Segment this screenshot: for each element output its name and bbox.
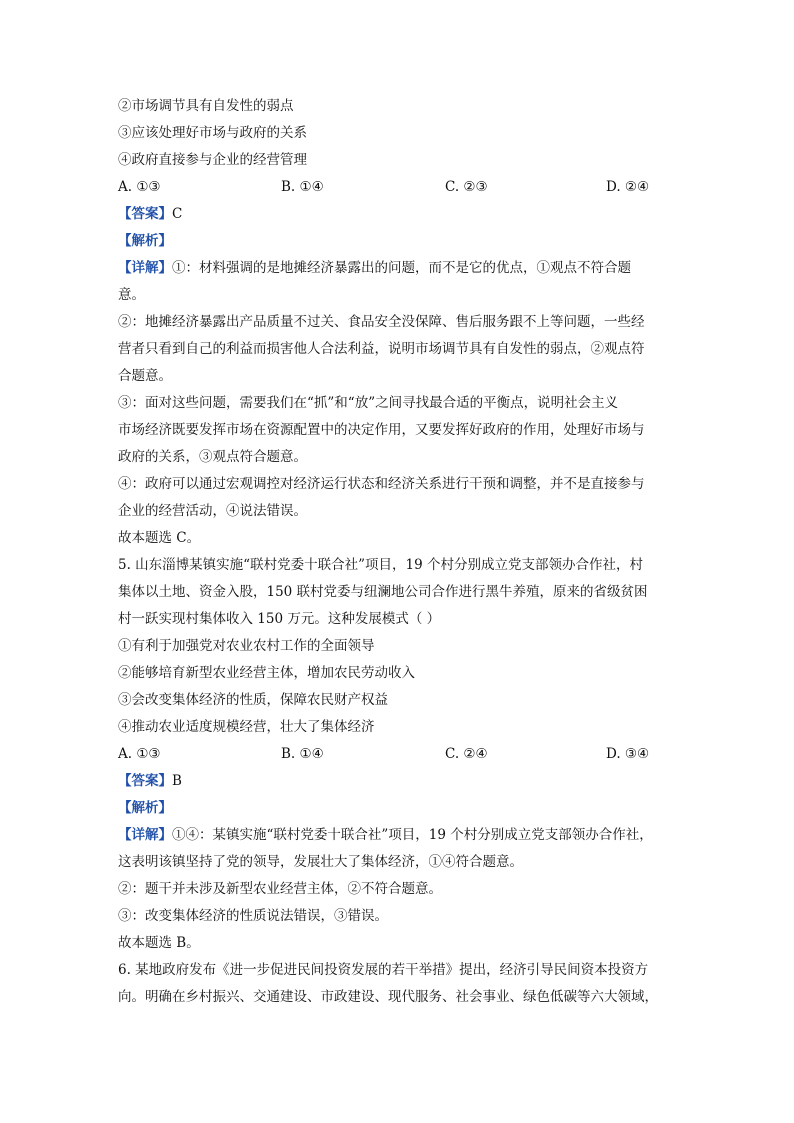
q4-analysis-heading xyxy=(118,228,688,255)
q4-item: ④政府直接参与企业的经营管理 xyxy=(118,152,307,168)
answer-tag: 【答案】 xyxy=(118,206,172,222)
q5-detail-line: 这表明该镇坚持了党的领导，发展壮大了集体经济，①④符合题意。 xyxy=(118,854,523,870)
q5-stem-line: 集体以土地、资金入股，150 联村党委与纽澜地公司合作进行黑牛养殖，原来的省级贫困 xyxy=(118,584,648,600)
answer-value: B xyxy=(172,773,182,789)
q5-options xyxy=(118,741,688,768)
q5-option-a: A. ①③ xyxy=(118,746,161,762)
q5-detail-line: ②：题干并未涉及新型农业经营主体，②不符合题意。 xyxy=(118,881,442,897)
detail-tag: 【详解】 xyxy=(118,260,172,276)
q5-option-b: B. ①④ xyxy=(281,746,324,762)
q5-answer xyxy=(118,768,688,795)
q5-item: ③会改变集体经济的性质，保障农民财产权益 xyxy=(118,692,388,708)
q5-detail-line xyxy=(118,822,688,849)
q6-stem-line: 6. 某地政府发布《进一步促进民间投资发展的若干举措》提出，经济引导民间资本投资方 xyxy=(118,962,649,978)
q4-options xyxy=(118,174,688,201)
answer-value: C xyxy=(172,206,183,222)
q5-analysis-heading xyxy=(118,795,688,822)
q4-option-c: C. ②③ xyxy=(445,179,488,195)
q4-detail-line: ③：面对这些问题，需要我们在“抓”和“放”之间寻找最合适的平衡点，说明社会主义 xyxy=(118,395,619,411)
q6-stem-line: 向。明确在乡村振兴、交通建设、市政建设、现代服务、社会事业、绿色低碳等六大领域， xyxy=(118,989,658,1005)
q5-item: ①有利于加强党对农业农村工作的全面领导 xyxy=(118,638,375,654)
q5-conclusion: 故本题选 B。 xyxy=(118,935,200,951)
q5-item: ②能够培育新型农业经营主体，增加农民劳动收入 xyxy=(118,665,415,681)
q4-detail-line: ④：政府可以通过宏观调控对经济运行状态和经济关系进行干预和调整，并不是直接参与 xyxy=(118,476,645,492)
q5-option-d: D. ③④ xyxy=(606,746,650,762)
q4-detail-line xyxy=(118,255,688,282)
analysis-tag: 【解析】 xyxy=(118,233,172,249)
detail-text: ①：材料强调的是地摊经济暴露出的问题，而不是它的优点，①观点不符合题 xyxy=(172,260,631,276)
q4-detail-line: ②：地摊经济暴露出产品质量不过关、食品安全没保障、售后服务跟不上等问题，一些经 xyxy=(118,314,645,330)
answer-tag: 【答案】 xyxy=(118,773,172,789)
q5-detail-line: ③：改变集体经济的性质说法错误，③错误。 xyxy=(118,908,388,924)
detail-tag: 【详解】 xyxy=(118,827,172,843)
detail-text: ①④：某镇实施“联村党委十联合社”项目，19 个村分别成立党支部领办合作社， xyxy=(172,827,653,843)
q4-option-a: A. ①③ xyxy=(118,179,161,195)
q4-detail-line: 合题意。 xyxy=(118,368,172,384)
q4-detail-line: 意。 xyxy=(118,287,145,303)
q4-detail-line: 营者只看到自己的利益而损害他人合法利益，说明市场调节具有自发性的弱点，②观点符 xyxy=(118,341,645,357)
document-page xyxy=(118,93,688,1011)
q4-answer xyxy=(118,201,688,228)
q4-item: ③应该处理好市场与政府的关系 xyxy=(118,125,307,141)
q4-option-b: B. ①④ xyxy=(281,179,324,195)
q5-item: ④推动农业适度规模经营，壮大了集体经济 xyxy=(118,719,375,735)
q4-detail-line: 企业的经营活动，④说法错误。 xyxy=(118,503,307,519)
q4-item: ②市场调节具有自发性的弱点 xyxy=(118,98,294,114)
q4-option-d: D. ②④ xyxy=(606,179,650,195)
q5-stem-line: 村一跃实现村集体收入 150 万元。这种发展模式（ ） xyxy=(118,611,441,627)
q5-stem-line: 5. 山东淄博某镇实施“联村党委十联合社”项目，19 个村分别成立党支部领办合作社，村 xyxy=(118,557,643,573)
q4-detail-line: 市场经济既要发挥市场在资源配置中的决定作用，又要发挥好政府的作用，处理好市场与 xyxy=(118,422,645,438)
q4-conclusion: 故本题选 C。 xyxy=(118,530,201,546)
analysis-tag: 【解析】 xyxy=(118,800,172,816)
q4-detail-line: 政府的关系，③观点符合题意。 xyxy=(118,449,307,465)
q5-option-c: C. ②④ xyxy=(445,746,488,762)
